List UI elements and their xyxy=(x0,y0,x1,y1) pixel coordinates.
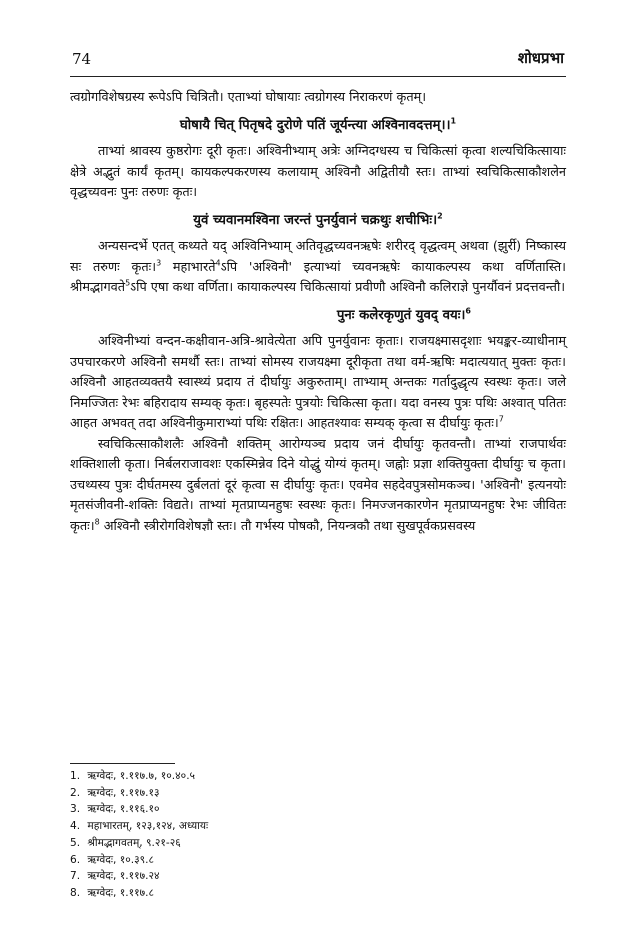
main-body xyxy=(70,88,566,537)
footnote-text: महाभारतम्, १२३,१२४, अध्यायः xyxy=(87,820,209,833)
footnote-ref-4[interactable]: 4 xyxy=(215,258,221,268)
footnote-ref-6[interactable]: 6 xyxy=(465,306,471,316)
footnote-4 xyxy=(70,818,370,835)
paragraph-5 xyxy=(70,435,566,538)
footnote-ref-3[interactable]: 3 xyxy=(156,258,162,268)
paragraph-3-part-a: अन्यसन्दर्भे एतत् कथ्यते यद् अश्विनिभ्याम् अतिवृद्धच्यवनऋषेः शरीरद् वृद्धत्वम् अथवा (झुर्री) निष्कास्य सः तरुणः कृतः। xyxy=(70,239,566,275)
footnote-5 xyxy=(70,835,370,852)
verse-3 xyxy=(70,306,566,327)
footnote-number: 5. xyxy=(70,836,81,849)
verse-1 xyxy=(70,116,566,137)
footnote-number: 8. xyxy=(70,886,81,899)
paragraph-3-part-d: ऽपि एषा कथा वर्णिता। कायाकल्पस्य चिकित्सायां प्रवीणौ अश्विनौ कलिराज्ञे पुनर्यौवनं प्रदत्तवन्तौ। xyxy=(130,280,566,295)
paragraph-2: ताभ्यां श्रावस्य कुष्ठरोगः दूरी कृतः। अश्विनीभ्याम् अत्रेः अग्निदग्धस्य च चिकित्सां कृत्वा शल्यचिकित्सायाः क्षेत्रे अद्भुतं कार्यं कृतम्। कायकल्पकरणस्य कलायाम् अश्विनौ अद्वितीयौ स्तः। ताभ्यां स्वचिकित्साकौशलेन वृद्धच्यवनः पुनः तरुणः कृतः। xyxy=(70,144,566,200)
journal-title: शोधप्रभा xyxy=(517,49,564,67)
footnote-6 xyxy=(70,852,370,869)
paragraph-5-text: स्वचिकित्साकौशलैः अश्विनौ शक्तिम् आरोग्यञ्च प्रदाय जनं दीर्घायुः कृतवन्तौ। ताभ्यां राजपार्थवः शक्तिशाली कृता। निर्बलराजावशः एकस्मिन्नेव दिने योद्धुं योग्यं कृतम्। जह्नोः प्रज्ञा शक्तियुक्ता दीर्घायुः च कृता। उचथ्यस्य पुत्रः दीर्घतमस्य दुर्बलतां दूरं कृत्वा स दीर्घायुः कृतः। एवमेव सहदेवपुत्रसोमकञ्च। 'अश्विनौ' इत्यनयोः मृतसंजीवनी-शक्तिः विद्यते। ताभ्यां मृतप्राप्यनहुषः स्वस्थः कृतः। निमज्जनकारणेन मृतप्राप्यनहुषः रेभः जीवितः कृतः। xyxy=(70,436,566,534)
footnote-number: 3. xyxy=(70,803,81,816)
footnote-8 xyxy=(70,885,370,902)
verse-1-text: घोषायै चित् पितृषदे दुरोणे पतिं जूर्यन्त्या अश्विनावदत्तम्।। xyxy=(179,117,451,133)
verse-2-text: युवं च्यवानमश्विना जरन्तं पुनर्युवानं चक्रथुः शचीभिः। xyxy=(193,212,438,228)
footnote-number: 7. xyxy=(70,870,81,883)
footnote-ref-8[interactable]: 8 xyxy=(94,517,100,527)
footnote-number: 4. xyxy=(70,820,81,833)
footnote-1 xyxy=(70,768,370,785)
page-header xyxy=(70,48,566,77)
footnote-text: ऋग्वेदः, १.११६.१० xyxy=(87,803,160,816)
footnote-text: ऋग्वेदः, १.११७.२४ xyxy=(87,870,160,883)
footnote-number: 2. xyxy=(70,786,81,799)
paragraph-4 xyxy=(70,332,566,435)
footnote-text: ऋग्वेदः, १.११७.७, १०.४०.५ xyxy=(87,770,196,782)
paragraph-3-part-c: ऽपि 'अश्विनौ' इत्याभ्यां च्यवनऋषेः कायाकल्पस्य कथा वर्णितास्ति। श्रीमद्भागवते xyxy=(70,259,566,295)
paragraph-5-continuation: अश्विनौ स्त्रीरोगविशेषज्ञौ स्तः। तौ गर्भस्य पोषकौ, नियन्त्रकौ तथा सुखपूर्वकप्रसवस्य xyxy=(99,518,476,534)
paragraph-3-part-b: महाभारते xyxy=(161,259,216,275)
paragraph-1: त्वग्रोगविशेषग्रस्य रूपेऽपि चित्रितौ। एताभ्यां घोषायाः त्वग्रोगस्य निराकरणं कृतम्। xyxy=(70,90,427,105)
footnote-number: 1. xyxy=(70,770,81,782)
page-number: 74 xyxy=(72,50,92,68)
footnote-ref-1[interactable]: 1 xyxy=(450,116,457,126)
paragraph-4-text: अश्विनीभ्यां वन्दन-कक्षीवान-अत्रि-श्रावेत्येता अपि पुनर्युवानः कृताः। राजयक्ष्मासदृशाः भयङ्कर-व्याधीनाम् उपचारकरणे अश्विनौ समर्थौ स्तः। ताभ्यां सोमस्य राजयक्ष्मा दूरीकृता तथा वर्म-ऋषिः मदात्ययात् मुक्तः कृतः। अश्विनौ आहतव्यक्तयै स्वास्थ्यं प्रदाय तं दीर्घायुः अकुरुताम्। ताभ्याम् अन्तकः गर्तादुद्धृत्य स्वस्थः कृतः। जले निमज्जितः रेभः बहिरादाय सम्यक् कृतः। बृहस्पतेः पुत्रयोः चिकित्सा कृता। यदा वनस्य पुत्रः पथिः अश्वात् पतितः आहत अभवत् तदा अश्विनीकुमाराभ्यां पथिः रक्षितः। आहतश्यावः सम्यक् कृत्वा स दीर्घायुः कृतः। xyxy=(70,334,566,431)
footnote-ref-7[interactable]: 7 xyxy=(498,414,504,424)
footnote-text: ऋग्वेदः, १०.३९.८ xyxy=(87,853,155,866)
footnote-3 xyxy=(70,801,370,818)
footnote-text: श्रीमद्भागवतम्, ९.२१-२६ xyxy=(87,836,181,849)
verse-3-text: पुनः कलेरकृणुतं युवद् वयः। xyxy=(336,307,466,323)
verse-2 xyxy=(70,211,566,232)
paragraph-3 xyxy=(70,237,566,299)
footnote-7 xyxy=(70,868,370,885)
footnote-2 xyxy=(70,785,370,802)
footnote-text: ऋग्वेदः, १.११७.८ xyxy=(87,886,155,899)
footnote-ref-2[interactable]: 2 xyxy=(437,211,443,221)
footnote-text: ऋग्वेदः, १.११७.१३ xyxy=(87,786,160,799)
footnote-ref-5[interactable]: 5 xyxy=(125,278,131,288)
footnotes-list xyxy=(70,768,370,902)
footnote-number: 6. xyxy=(70,853,81,866)
footnote-divider xyxy=(70,763,175,764)
